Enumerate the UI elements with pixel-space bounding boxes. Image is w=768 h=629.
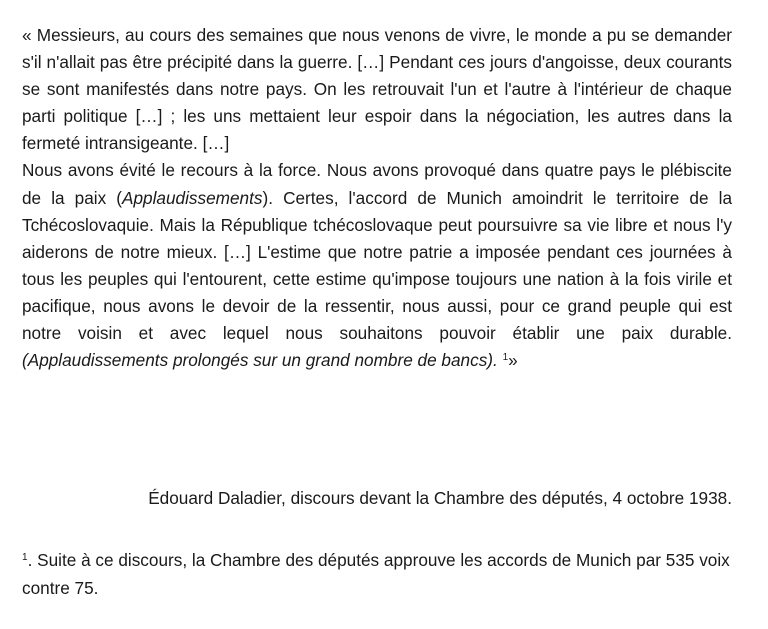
quote-paragraph-2-part2: ). Certes, l'accord de Munich amoindrit le territoire de la Tchécoslovaquie. Mais la République tchécoslovaque peut poursuivre sa vie libre et nous l'y aiderons de notre mieux. […] L'estime que notre patrie a imposée pendant ces journées à tous les peuples qui l'entourent, cette estime qu'impose toujours une nation à la fois virile et pacifique, nous avons le devoir de la ressentir, nous aussi, pour ce grand peuple qui est notre voisin et avec lequel nous souhaitons pouvoir établir une paix durable. [22,187,733,344]
quote-paragraph-2-part1: Nous avons évité le recours à la force. Nous avons provoqué dans quatre pays le plébiscite de la paix ( [22,160,732,208]
quote-paragraph-1 [22,22,732,157]
quote-paragraph-2 [22,157,732,374]
footnote [22,546,732,602]
quote-block [22,22,732,374]
footnote-marker: 1 [22,552,28,563]
applause-note-1: Applaudissements [122,187,263,208]
footnote-text: . Suite à ce discours, la Chambre des députés approuve les accords de Munich par 535 voix contre 75. [22,550,730,598]
footnote-reference[interactable]: 1 [502,352,509,364]
attribution-line: Édouard Daladier, discours devant la Chambre des députés, 4 octobre 1938. [148,488,732,508]
applause-note-2: (Applaudissements prolongés sur un grand nombre de bancs). [22,350,498,371]
quote-paragraph-1-text: « Messieurs, au cours des semaines que nous venons de vivre, le monde a pu se demander s'il n'allait pas être précipité dans la guerre. […] Pendant ces jours d'angoisse, deux courants se sont manifestés dans notre pays. On les retrouvait l'un et l'autre à l'intérieur de chaque parti politique […] ; les uns mettaient leur espoir dans la négociation, les autres dans la fermeté intransigeante. […] [22,25,732,154]
closing-quote-mark: » [508,350,518,371]
